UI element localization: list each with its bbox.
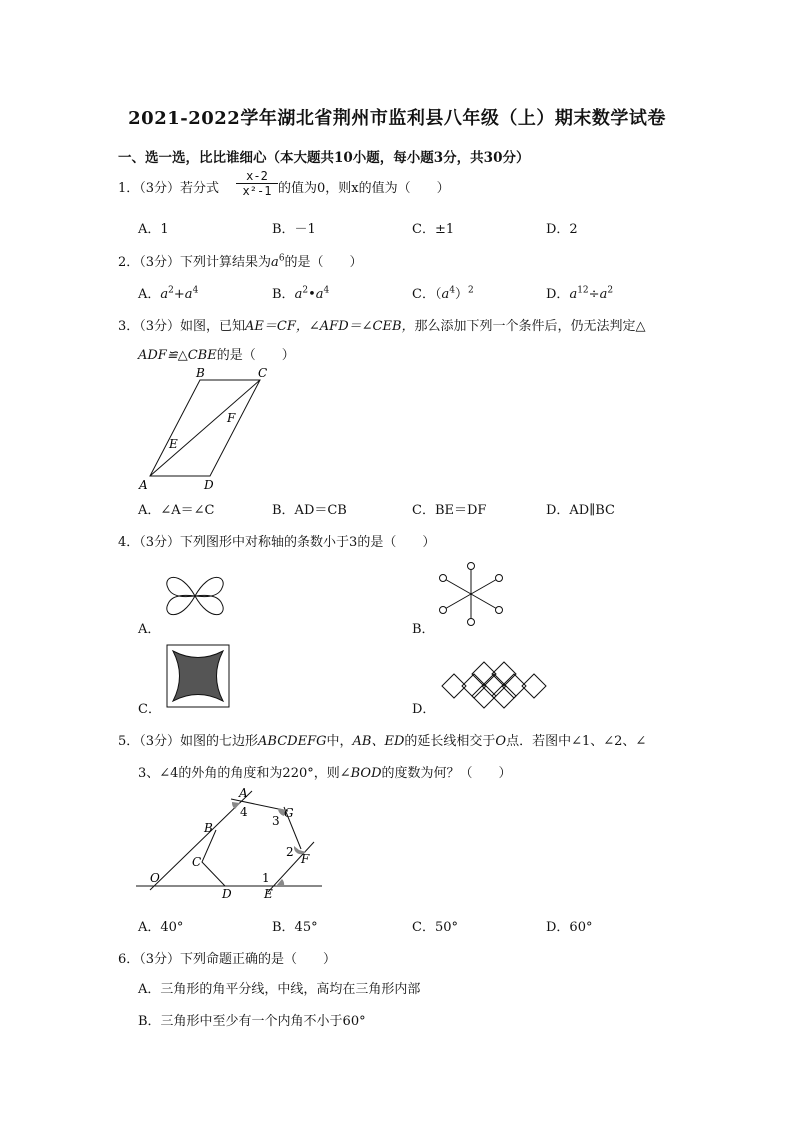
q5-option-d[interactable]: D．60° [546,920,593,935]
q6-option-a[interactable]: A．三角形的角平分线，中线，高均在三角形内部 [138,982,421,997]
q2-option-b[interactable]: B．$a^2•a^4$ [272,285,330,302]
q5-angle-4-marker [232,802,240,809]
q4-option-d[interactable]: D． [412,702,436,717]
q2-option-a-label: A． [138,287,161,302]
q3-label-c: C [258,366,268,380]
q3-option-a[interactable]: A．∠A＝∠C [138,503,215,518]
q5-option-c[interactable]: C．50° [412,920,458,935]
q5-label-g: G [284,806,294,820]
q5-angle-bod: BOD [350,766,382,781]
q5-label-o: O [150,871,160,885]
section-heading: 一、选一选，比比谁细心（本大题共10小题，每小题3分，共30分） [118,150,530,166]
q4-figure-b-snowflake [436,560,506,628]
page-title: 2021-2022学年湖北省荆州市监利县八年级（上）期末数学试卷 [128,108,666,129]
q1-option-c[interactable]: C．±1 [412,222,455,237]
q5-text-d: 点．若图中∠1、∠2、∠ [506,734,647,749]
q5-label-b: B [204,821,213,835]
q5-prefix: 5．（3分）如图的七边形 [118,734,259,749]
q5-segments: AB、ED [352,734,405,749]
q1-fraction-numerator: x-2 [246,169,268,183]
q3-option-c[interactable]: C．BE＝DF [412,503,487,518]
q5-label-1: 1 [262,871,270,885]
q2-suffix: 的是（ ） [284,255,363,270]
q2-prefix: 2．（3分）下列计算结果为 [118,255,272,270]
q1-option-a[interactable]: A．1 [138,222,169,237]
q5-label-2: 2 [286,845,294,859]
q4-option-b[interactable]: B． [412,622,435,637]
q2-option-b-label: B． [272,287,295,302]
q5-option-a[interactable]: A．40° [138,920,184,935]
question-4: 4．（3分）下列图形中对称轴的条数小于3的是（ ） [118,535,436,550]
q1-prefix: 1．（3分）若分式 [118,181,220,196]
q4-option-a[interactable]: A． [138,622,161,637]
q3-diagonal-ac [150,380,260,476]
q4-figure-a-petals [160,564,230,628]
q5-figure [136,786,326,904]
q5-label-4: 4 [240,805,248,819]
q2-option-c[interactable]: C．$(a^4)^2$ [412,285,474,302]
q3-option-b[interactable]: B．AD＝CB [272,503,347,518]
q3-figure [130,362,290,492]
q6-option-b[interactable]: B．三角形中至少有一个内角不小于60° [138,1014,366,1029]
q5-line2-a: 3、∠4的外角的角度和为220°，则∠ [138,766,351,781]
q3-label-f: F [227,411,236,425]
q4-figure-d-knot [440,660,544,704]
q5-line2-rest: 的度数为何？（ ） [381,766,512,781]
q5-label-c: C [192,855,202,869]
q5-label-f: F [301,852,310,866]
q1-option-d[interactable]: D．2 [546,222,578,237]
question-1 [118,177,219,196]
q3-label-e: E [169,437,178,451]
q3-line2-rest: 的是（ ） [216,348,295,363]
q5-point-o: O [495,734,507,749]
question-2 [118,251,363,270]
q4-option-c[interactable]: C． [138,702,161,717]
q2-var-a: a [271,255,279,270]
q5-label-e: E [264,887,273,901]
q5-polyline-bcd [202,830,225,886]
q1-rest: 的值为0，则x的值为（ ） [278,181,450,196]
q2-exp-6: 6 [278,253,285,264]
q2-option-c-label: C．（ [412,287,442,302]
q3-label-b: B [196,366,205,380]
question-3-line2 [138,344,295,363]
q2-option-a[interactable]: A．$a^2+a^4$ [138,285,199,302]
q1-fraction [236,169,278,198]
q5-label-d: D [222,887,232,901]
q5-label-a: A [239,786,248,800]
q2-option-d[interactable]: D．$a^{12}\div a^2$ [546,285,614,302]
q5-text-c: 的延长线相交于 [404,734,496,749]
q1-fraction-denominator: x²-1 [236,183,278,198]
q3-option-d[interactable]: D．AD∥BC [546,503,615,518]
question-6: 6．（3分）下列命题正确的是（ ） [118,952,337,967]
q3-conditions: AE＝CF，∠AFD＝∠CEB， [245,319,415,334]
question-5-line2 [138,762,512,781]
q4-figure-c-square-star [166,644,232,710]
q5-option-b[interactable]: B．45° [272,920,318,935]
q3-label-a: A [139,478,148,492]
q3-label-d: D [204,478,214,492]
q1-option-b[interactable]: B．－1 [272,222,316,237]
q2-option-d-label: D． [546,287,570,302]
q5-polygon: ABCDEFG [258,734,327,749]
question-3 [118,315,646,334]
q5-label-3: 3 [272,814,280,828]
q5-text-b: 中， [326,734,353,749]
q3-congruence: ADF≌△CBE [138,348,217,363]
q3-rest: 那么添加下列一个条件后，仍无法判定△ [414,319,646,334]
q3-prefix: 3．（3分）如图，已知 [118,319,246,334]
question-5 [118,730,646,749]
